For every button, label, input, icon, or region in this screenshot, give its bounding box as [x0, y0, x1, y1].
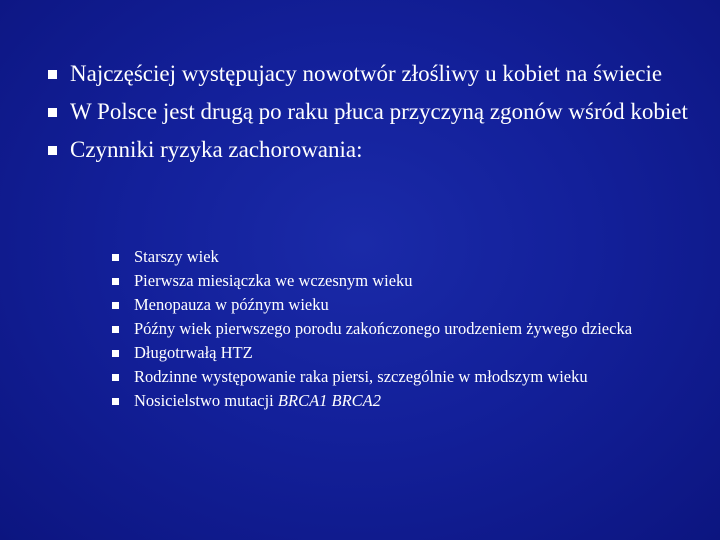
- main-bullet-list: [48, 60, 688, 174]
- square-bullet-icon: [112, 326, 119, 333]
- square-bullet-icon: [48, 108, 57, 117]
- risk-factor-list: [112, 246, 692, 414]
- square-bullet-icon: [48, 146, 57, 155]
- square-bullet-icon: [112, 302, 119, 309]
- mutation-genes-text: BRCA1 BRCA2: [277, 391, 382, 410]
- square-bullet-icon: [112, 398, 119, 405]
- mutation-prefix-text: Nosicielstwo mutacji: [134, 391, 278, 410]
- risk-factor-text: Pierwsza miesiączka we wczesnym wieku: [134, 271, 413, 290]
- risk-factor-text: Menopauza w późnym wieku: [134, 295, 329, 314]
- risk-factor-item: [112, 246, 692, 268]
- bullet-text: Najczęściej występujacy nowotwór złośliwy u kobiet na świecie: [70, 61, 663, 86]
- risk-factor-text: Późny wiek pierwszego porodu zakończonego urodzeniem żywego dziecka: [134, 319, 633, 338]
- square-bullet-icon: [112, 374, 119, 381]
- square-bullet-icon: [112, 350, 119, 357]
- bullet-item-risk-factors: [48, 136, 688, 164]
- bullet-item-incidence: [48, 60, 688, 88]
- risk-factor-item: [112, 342, 692, 364]
- risk-factor-item: [112, 366, 692, 388]
- bullet-text: W Polsce jest drugą po raku płuca przyczyną zgonów wśród kobiet: [70, 99, 688, 124]
- risk-factor-item: [112, 318, 692, 340]
- risk-factor-item-mutation: [112, 390, 692, 412]
- square-bullet-icon: [112, 278, 119, 285]
- risk-factor-text: Długotrwałą HTZ: [134, 343, 253, 362]
- square-bullet-icon: [48, 70, 57, 79]
- risk-factor-text: Starszy wiek: [134, 247, 219, 266]
- risk-factor-text: Rodzinne występowanie raka piersi, szczególnie w młodszym wieku: [134, 367, 588, 386]
- square-bullet-icon: [112, 254, 119, 261]
- bullet-item-mortality: [48, 98, 688, 126]
- risk-factor-item: [112, 270, 692, 292]
- risk-factor-item: [112, 294, 692, 316]
- bullet-text: Czynniki ryzyka zachorowania:: [70, 137, 363, 162]
